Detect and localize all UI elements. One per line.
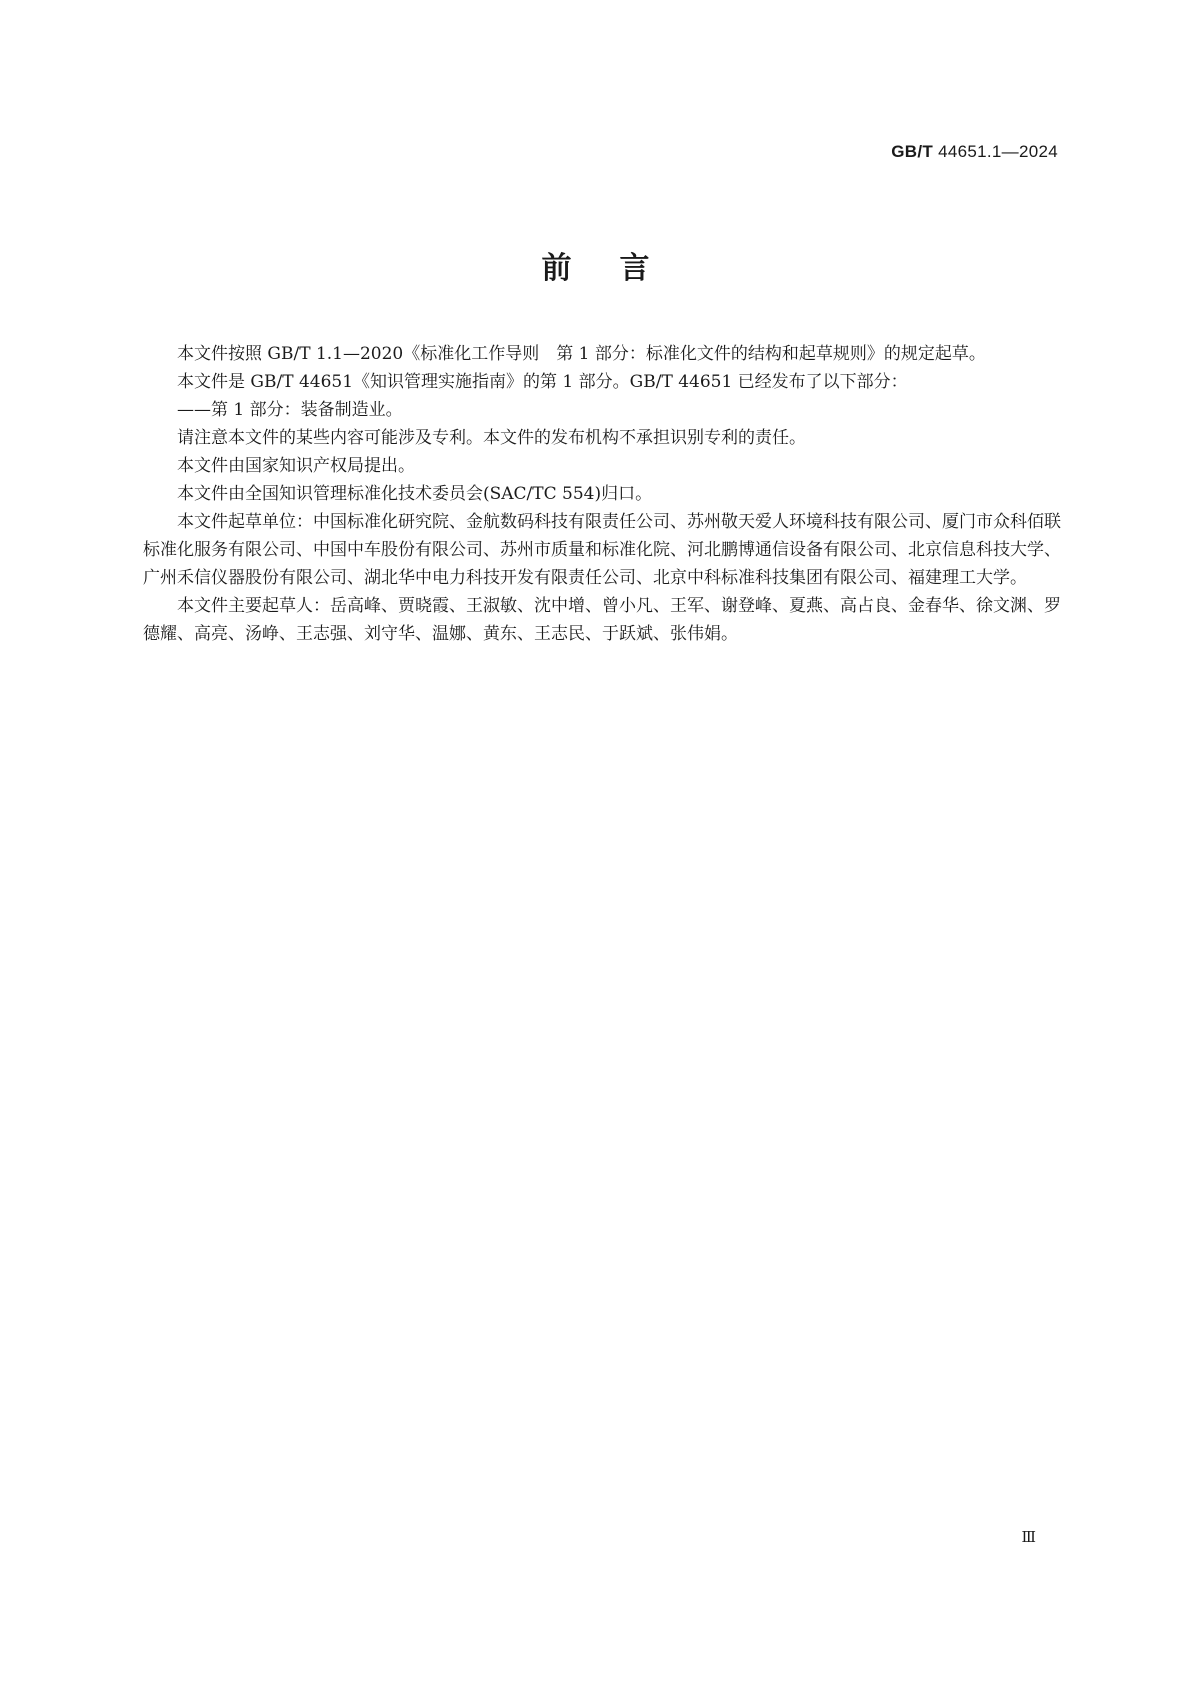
standard-number-header: [891, 142, 1058, 162]
foreword-body: [143, 340, 1061, 648]
standard-number: 44651.1—2024: [938, 142, 1058, 161]
paragraph-patent-notice: 请注意本文件的某些内容可能涉及专利。本文件的发布机构不承担识别专利的责任。: [177, 428, 806, 448]
paragraph-drafting-rules: 本文件按照 GB/T 1.1—2020《标准化工作导则 第 1 部分：标准化文件的结构和起草规则》的规定起草。: [177, 344, 986, 364]
paragraph-under-jurisdiction: 本文件由全国知识管理标准化技术委员会(SAC/TC 554)归口。: [177, 484, 653, 504]
standard-prefix: GB/T: [891, 142, 934, 161]
paragraph-drafting-organizations: 本文件起草单位：中国标准化研究院、金航数码科技有限责任公司、苏州敬天爱人环境科技有限公司、厦门市众科佰联标准化服务有限公司、中国中车股份有限公司、苏州市质量和标准化院、河北鹏博通信设备有限公司、北京信息科技大学、广州禾信仪器股份有限公司、湖北华中电力科技开发有限责任公司、北京中科标准科技集团有限公司、福建理工大学。: [143, 512, 1061, 588]
paragraph-part-list-item: ——第 1 部分：装备制造业。: [177, 400, 403, 420]
page-title: 前言: [541, 251, 698, 286]
paragraph-proposed-by: 本文件由国家知识产权局提出。: [177, 456, 415, 476]
paragraph-main-drafters: 本文件主要起草人：岳高峰、贾晓霞、王淑敏、沈中增、曾小凡、王军、谢登峰、夏燕、高占良、金春华、徐文渊、罗德耀、高亮、汤峥、王志强、刘守华、温娜、黄东、王志民、于跃斌、张伟娟。: [143, 596, 1061, 644]
paragraph-document-part: 本文件是 GB/T 44651《知识管理实施指南》的第 1 部分。GB/T 44651 已经发布了以下部分：: [177, 372, 908, 392]
page-number: Ⅲ: [1021, 1528, 1036, 1546]
